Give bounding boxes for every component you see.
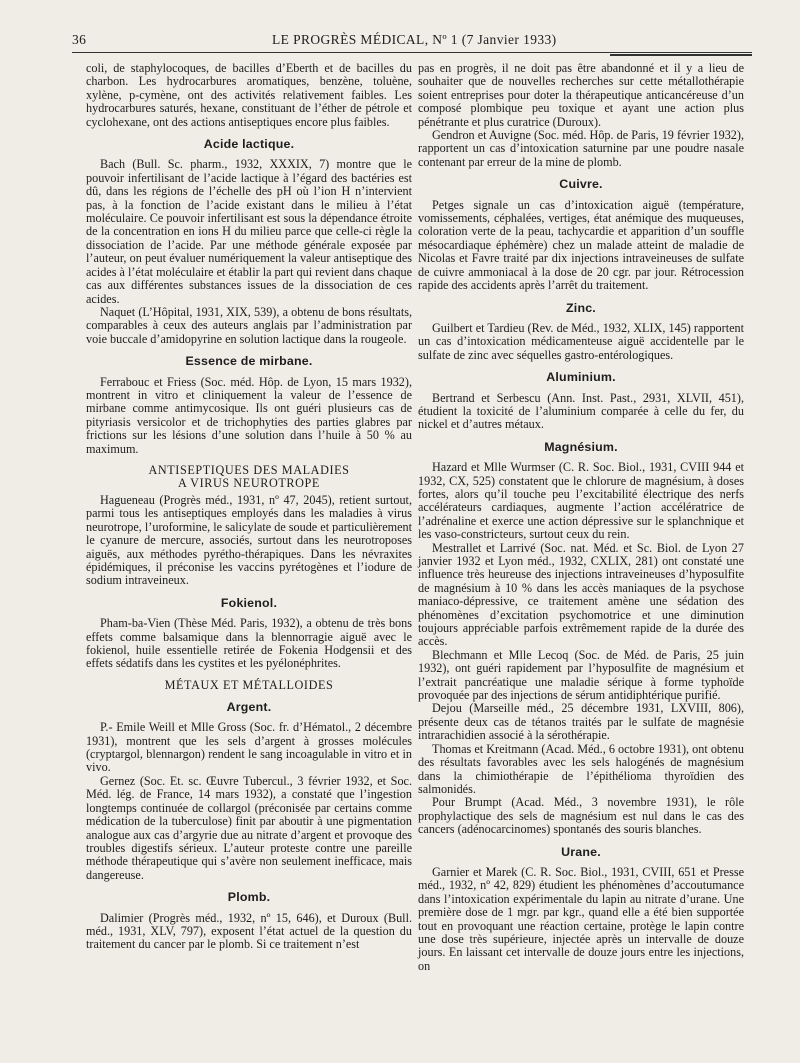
paragraph: Bach (Bull. Sc. pharm., 1932, XXXIX, 7) montre que le pouvoir infertilisant de l’acide lactique à l’égard des bactéries est dû, dans les régions de l’échelle des pH où l’ion H n’intervient pas, à la fonction de l’acide existant dans le milieu à l’état moléculaire. Ce pouvoir infertilisant est sous la dépendance étroite de la concentration en ions H du milieu parce que celle-ci règle la dissociation de l’acide. Par une méthode générale exposée par l’auteur, on peut évaluer numériquement la valeur antiseptique des acides à l’état moléculaire et établir la part qui revient dans chaque cas aux différentes substances issues de la dissociation de ces acides. [86,157,412,306]
paragraph: Dejou (Marseille méd., 25 décembre 1931, LXVIII, 806), présente deux cas de tétanos traités par le sulfate de magnésie intrarachidien associé à la sérothérapie. [418,701,744,743]
header-rule-thick [610,54,752,56]
left-column [86,62,412,952]
paragraph: Mestrallet et Larrivé (Soc. nat. Méd. et Sc. Biol. de Lyon 27 janvier 1932 et Lyon méd., 1932, CXLIX, 281) ont constaté une influence très heureuse des injections intraveineuses d’hyposulfite de magnésium à 10 % dans les accès maniaques de la psychose maniaco-dépressive, ce traitement amène une sédation des phénomènes d’excitation psychomotrice et une diminution toujours appréciable parfois extrêmement rapide de la durée des accès. [418,540,744,649]
section-heading: Plomb. [227,890,271,905]
chapter-heading: MÉTAUX ET MÉTALLOIDES [164,677,334,692]
section-heading: Essence de mirbane. [185,354,313,369]
paragraph: Naquet (L’Hôpital, 1931, XIX, 539), a obtenu de bons résultats, comparables à ceux des auteurs anglais par l’administration par voie buccale d’amidopyrine en solution lactique dans la rougeole. [86,304,412,346]
header-rule [72,52,752,53]
paragraph: coli, de staphylocoques, de bacilles d’Eberth et de bacilles du charbon. Les hydrocarbures aromatiques, benzène, toluène, xylène, p-cymène, ont des activités relativement faibles. Les hydrocarbures saturés, hexane, constituant de l’éther de pétrole et cyclohexane, ont des actions antiseptiques encore plus faibles. [86,61,412,129]
paragraph: pas en progrès, il ne doit pas être abandonné et il y a lieu de souhaiter que de nouvelles recherches sur cette métallothérapie soient entreprises pour doter la thérapeutique anticancéreuse d’un composé plombique peu toxique et ayant une action plus pénétrante et plus curatrice (Duroux). [418,61,744,129]
paragraph: Gendron et Auvigne (Soc. méd. Hôp. de Paris, 19 février 1932), rapportent un cas d’intoxication saturnine par une poudre nasale contenant par erreur de la mine de plomb. [418,128,744,169]
paragraph: Pham-ba-Vien (Thèse Méd. Paris, 1932), a obtenu de très bons effets comme balsamique dans la blennorragie aiguë avec le fokienol, huile essentielle retirée de Fokenia Hodgensii et des effets sédatifs dans les cystites et les pyélonéphrites. [86,616,412,671]
paragraph: Hagueneau (Progrès méd., 1931, nº 47, 2045), retient surtout, parmi tous les antiseptiques employés dans les maladies à virus neurotrope, l’uroformine, le salicylate de soude et particulièrement le cyanure de mercure, associés, surtout dans les neurotroposes aiguës, aux méthodes pyrétho-thérapiques. Dans les névraxites épidémiques, il préconise les vaccins pyrétogènes et l’iodure de sodium intraveineux. [86,492,412,588]
section-heading: Urane. [561,844,601,859]
paragraph: Bertrand et Serbescu (Ann. Inst. Past., 2931, XLVII, 451), étudient la toxicité de l’aluminium comparée à celle du fer, du nickel et d’autres métaux. [418,390,744,432]
paragraph: P.- Emile Weill et Mlle Gross (Soc. fr. d’Hématol., 2 décembre 1931), montrent que les sels d’argent à grosses molécules (cryptargol, blennargon) rendent le sang incoagulable in vitro et in vivo. [86,720,412,775]
section-heading: Argent. [226,699,272,714]
paragraph: Dalimier (Progrès méd., 1932, nº 15, 646), et Duroux (Bull. méd., 1931, XLV, 797), exposent l’état actuel de la question du traitement du cancer par le plomb. Si ce traitement n’est [86,910,412,952]
paragraph: Thomas et Kreitmann (Acad. Méd., 6 octobre 1931), ont obtenu des résultats favorables avec les sels halogénés de magnésium dans la chimiothérapie de l’épithélioma thyroïdien des salmonidés. [418,741,744,796]
right-column [418,62,744,973]
section-heading: Cuivre. [559,177,603,192]
paragraph: Ferrabouc et Friess (Soc. méd. Hôp. de Lyon, 15 mars 1932), montrent in vitro et cliniquement la valeur de l’essence de mirbane comme antimycosique. Ils ont guéri plusieurs cas de pityriasis versicolor et de trichophyties des parties glabres par frictions sur les lésions d’une solution dans l’huile à 50 % au maximum. [86,374,412,456]
chapter-heading-line: A VIRUS NEUROTROPE [178,475,320,490]
running-header [72,30,752,52]
section-heading: Acide lactique. [203,137,295,152]
running-title: LE PROGRÈS MÉDICAL, Nº 1 (7 Janvier 1933) [272,32,557,47]
chapter-heading-line: ANTISEPTIQUES DES MALADIES [148,462,350,477]
section-heading: Magnésium. [544,439,618,454]
section-heading: Zinc. [566,300,596,315]
section-heading: Aluminium. [546,370,616,385]
paragraph: Blechmann et Mlle Lecoq (Soc. de Méd. de Paris, 25 juin 1932), ont guéri rapidement par l’hyposulfite de magnésium et l’extrait pancréatique une maladie sérique à forme typhoïde provoquée par des injections de sérum antidiphtérique purifié. [418,647,744,703]
chapter-heading [86,464,412,490]
section-heading: Fokienol. [220,595,278,610]
page-number: 36 [72,32,87,47]
paragraph: Hazard et Mlle Wurmser (C. R. Soc. Biol., 1931, CVIII 944 et 1932, CX, 525) constatent que le chlorure de magnésium, à doses fortes, alors qu’il touche peu l’excitabilité électrique des nerfs accélérateurs cardiaques, augmente l’action accélératrice de l’adrénaline et exerce une action dépressive sur le splanchnique et les vaso-constricteurs, surtout ceux du rein. [418,460,744,542]
paragraph: Garnier et Marek (C. R. Soc. Biol., 1931, CVIII, 651 et Presse méd., 1932, nº 42, 829) étudient les phénomènes d’accoutumance dans l’intoxication expérimentale du lapin au nitrate d’urane. Une première dose de 1 mgr. par kgr., quand elle a été bien supportée tout en provoquant une réaction certaine, protège le lapin contre une dose très supérieure, injectée après un intervalle de douze jours. En laissant cet intervalle de douze jours entre les injections, on [418,864,744,973]
paragraph: Guilbert et Tardieu (Rev. de Méd., 1932, XLIX, 145) rapportent un cas d’intoxication médicamenteuse aiguë accidentelle par le sulfate de zinc avec séquelles gastro-entérologiques. [418,320,744,362]
paragraph: Petges signale un cas d’intoxication aiguë (température, vomissements, céphalées, vertiges, état anémique des muqueuses, coloration verte de la peau, tachycardie et apparition d’un souffle mésocardiaque éphémère) chez un malade atteint de maladie de Nicolas et Favre traité par dix injections intraveineuses de sulfate de cuivre ammoniacal à la dose de 20 cgr. par jour. Rétrocession rapide des accidents après l’arrêt du traitement. [418,197,744,293]
paragraph: Pour Brumpt (Acad. Méd., 3 novembre 1931), le rôle prophylactique des sels de magnésium est nul dans le cas des cancers (adénocarcinomes) spontanés des souris blanches. [418,795,744,837]
paragraph: Gernez (Soc. Et. sc. Œuvre Tubercul., 3 février 1932, et Soc. Méd. lég. de France, 14 mars 1932), a constaté que l’ingestion longtemps continuée de collargol (préconisée par certains comme médication de la tuberculose) finit par aboutir à une pigmentation analogue aux cas d’argyrie due au nitrate d’argent et provoque des troubles digestifs sérieux. L’auteur proteste contre une pareille méthode thérapeutique qui s’avère non seulement inefficace, mais dangereuse. [86,773,412,882]
